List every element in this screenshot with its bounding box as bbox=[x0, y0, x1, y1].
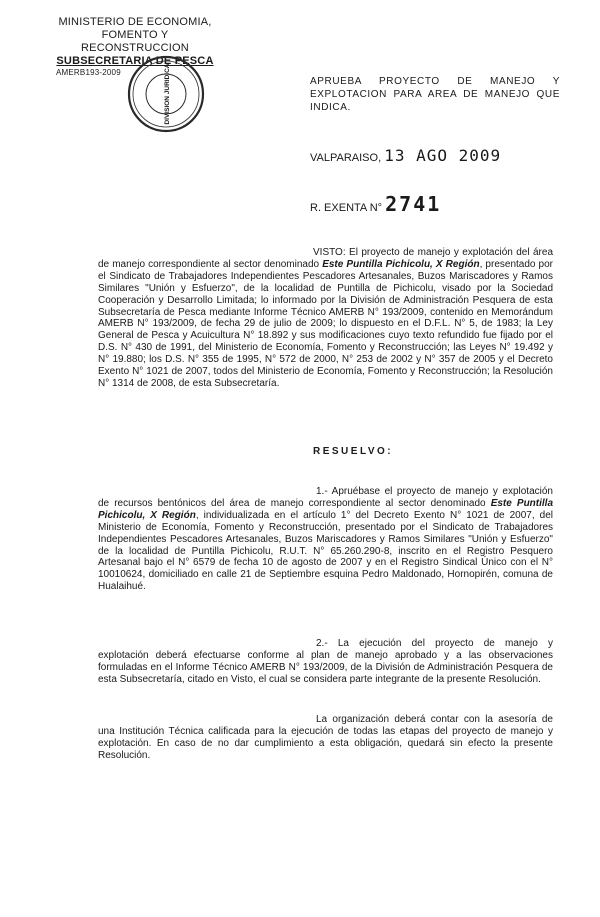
ministry-name-line2: FOMENTO Y RECONSTRUCCION bbox=[81, 29, 189, 54]
subsecretaria-name: SUBSECRETARIA DE PESCA bbox=[56, 55, 214, 67]
visto-text-1: El proyecto de manejo y explotación del área de manejo correspondiente al sector denominado bbox=[98, 247, 553, 270]
resolution-number-value: 2741 bbox=[385, 192, 442, 216]
resolution-number bbox=[310, 192, 441, 216]
place-name: VALPARAISO, bbox=[310, 152, 382, 164]
article-2 bbox=[98, 638, 553, 686]
article-1 bbox=[98, 486, 553, 593]
article-1-text-2: , individualizada en el artículo 1° del Decreto Exento N° 1021 de 2007, del Ministerio de Economía, Fomento y Reconstrucción, presentado por el Sindicato de Trabajadores Independientes Pescadores Artesanales, Buzos Mariscadores y Ramos Similares "Unión y Esfuerzo" de la localidad de Puntilla Pichicolu, R.U.T. N° 65.260.290-8, inscrito en el Registro Pesquero Artesanal bajo el N° 6579 de fecha 10 de agosto de 2007 y en el Registro Sindical Único con el N° 10010624, domiciliado en calle 21 de Septiembre esquina Pedro Maldonado, Hornopirén, comuna de Hualaihué. bbox=[98, 509, 553, 593]
date-stamp: 13 AGO 2009 bbox=[384, 146, 502, 165]
resolution-label: R. EXENTA N° bbox=[310, 202, 383, 214]
visto-place: Este Puntilla Pichicolu, X Región bbox=[322, 258, 480, 270]
visto-label: VISTO: bbox=[313, 247, 346, 258]
ministry-name-line1: MINISTERIO DE ECONOMIA, bbox=[58, 16, 212, 28]
visto-paragraph bbox=[98, 247, 553, 390]
article-2-text: 2.- La ejecución del proyecto de manejo y explotación deberá efectuarse conforme al plan de manejo aprobado y a las observaciones formuladas en el Informe Técnico AMERB N° 193/2009, de la División de Administración Pesquera de esta Subsecretaría, citado en Visto, el cual se considera parte integrante de la presente Resolución. bbox=[98, 638, 553, 685]
seal-text: DIVISION JURIDICA bbox=[164, 63, 171, 125]
subject-heading: APRUEBA PROYECTO DE MANEJO Y EXPLOTACION PARA AREA DE MANEJO QUE INDICA. bbox=[310, 76, 560, 113]
article-3-text: La organización deberá contar con la asesoría de una Institución Técnica calificada para la ejecución de todas las etapas del proyecto de manejo y explotación. En caso de no dar cumplimiento a esta obligación, quedará sin efecto la presente Resolución. bbox=[98, 714, 553, 761]
article-1-place: Este Puntilla Pichicolu, X Región bbox=[98, 497, 554, 521]
visto-text-2: , presentado por el Sindicato de Trabajadores Independientes Pescadores Artesanales, Buzos Mariscadores y Ramos Similares "Unión y Esfuerzo", de la localidad de Puntilla de Pichicolu, visado por la Sociedad Cooperación y Desarrollo Limitada; lo informado por la División de Administración Pesquera de esta Subsecretaría de Pesca mediante Informe Técnico AMERB N° 193/2009, contenido en Memorándum AMERB N° 193/2009, de fecha 29 de julio de 2009; lo dispuesto en el D.F.L. N° 5, de 1983; la Ley General de Pesca y Acuicultura N° 18.892 y sus modificaciones cuyo texto refundido fue fijado por el D.S. N° 430 de 1991, del Ministerio de Economía, Fomento y Reconstrucción; las Leyes N° 19.492 y N° 19.880; los D.S. N° 355 de 1995, N° 572 de 2000, N° 253 de 2002 y N° 357 de 2005 y el Decreto Exento N° 1021 de 2007, todos del Ministerio de Economía, Fomento y Reconstrucción; la Resolución N° 1314 de 2008, de esta Subsecretaría. bbox=[98, 258, 553, 389]
article-1-text-1: 1.- Apruébase el proyecto de manejo y explotación de recursos bentónicos del área de manejo correspondiente al sector denominado bbox=[98, 486, 553, 509]
resuelvo-heading: RESUELVO: bbox=[313, 446, 394, 457]
date-line bbox=[310, 146, 501, 165]
article-3 bbox=[98, 714, 553, 762]
official-seal bbox=[126, 54, 206, 134]
document-reference: AMERB193-2009 bbox=[56, 68, 121, 77]
